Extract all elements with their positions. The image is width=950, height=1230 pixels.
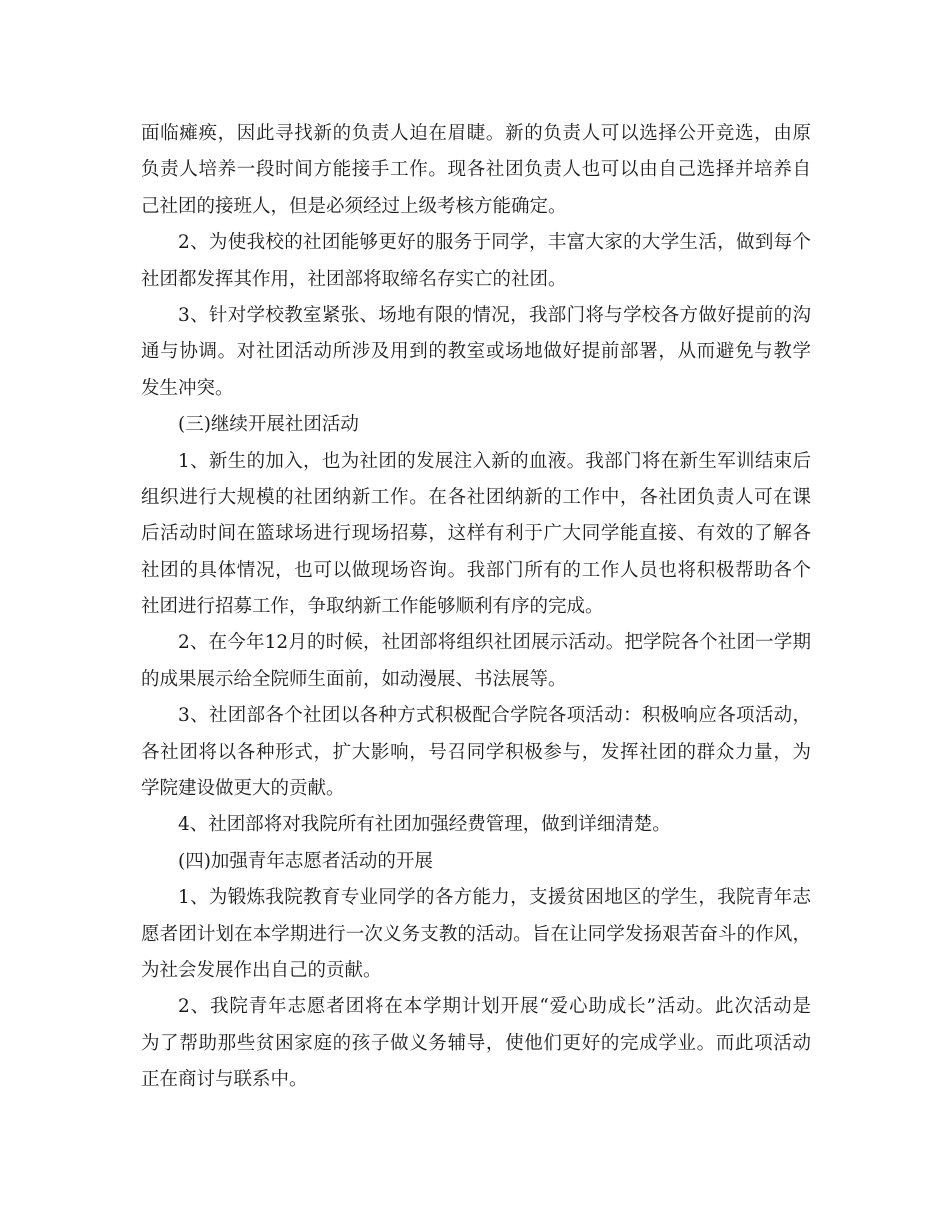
paragraph-line: 的成果展示给全院师生面前，如动漫展、书法展等。 <box>141 668 567 690</box>
paragraph <box>141 225 811 298</box>
paragraph-line: 1、新生的加入，也为社团的发展注入新的血液。我部门将在新生军训结束后 <box>178 450 811 472</box>
section-heading <box>141 407 811 443</box>
paragraph-line: 愿者团计划在本学期进行一次义务支教的活动。旨在让同学发扬艰苦奋斗的作风， <box>141 923 811 945</box>
paragraph-line: 发生冲突。 <box>141 377 234 399</box>
paragraph-line: 2、为使我校的社团能够更好的服务于同学，丰富大家的大学生活，做到每个 <box>178 232 811 254</box>
paragraph-line: 社团的具体情况，也可以做现场咨询。我部门所有的工作人员也将积极帮助各个 <box>141 559 811 581</box>
paragraph-line: 各社团将以各种形式，扩大影响，号召同学积极参与，发挥社团的群众力量，为 <box>141 741 811 763</box>
paragraph-line: 为了帮助那些贫困家庭的孩子做义务辅导，使他们更好的完成学业。而此项活动 <box>141 1032 811 1054</box>
paragraph-line: 正在商讨与联系中。 <box>141 1069 308 1091</box>
paragraph-line: 4、社团部将对我院所有社团加强经费管理，做到详细清楚。 <box>178 814 671 836</box>
section-heading <box>141 844 811 880</box>
paragraph <box>141 698 811 807</box>
section-heading-text: (三)继续开展社团活动 <box>178 414 359 436</box>
paragraph-line: 2、我院青年志愿者团将在本学期计划开展“爱心助成长”活动。此次活动是 <box>178 996 811 1018</box>
paragraph-line: 己社团的接班人，但是必须经过上级考核方能确定。 <box>141 195 567 217</box>
document-body <box>141 116 811 1099</box>
paragraph <box>141 298 811 407</box>
paragraph-line: 组织进行大规模的社团纳新工作。在各社团纳新的工作中，各社团负责人可在课 <box>141 486 811 508</box>
paragraph-line: 1、为锻炼我院教育专业同学的各方能力，支援贫困地区的学生，我院青年志 <box>178 887 811 909</box>
paragraph-line: 社团都发挥其作用，社团部将取缔名存实亡的社团。 <box>141 268 567 290</box>
paragraph-line: 社团进行招募工作，争取纳新工作能够顺利有序的完成。 <box>141 596 604 618</box>
paragraph-line: 3、社团部各个社团以各种方式积极配合学院各项活动：积极响应各项活动， <box>178 705 811 727</box>
paragraph-line: 学院建设做更大的贡献。 <box>141 778 345 800</box>
paragraph-line: 3、针对学校教室紧张、场地有限的情况，我部门将与学校各方做好提前的沟 <box>178 304 811 326</box>
paragraph <box>141 807 811 843</box>
section-heading-text: (四)加强青年志愿者活动的开展 <box>178 850 433 872</box>
paragraph-line: 面临瘫痪，因此寻找新的负责人迫在眉睫。新的负责人可以选择公开竞选，由原 <box>141 123 811 144</box>
paragraph-line: 2、在今年12月的时候，社团部将组织社团展示活动。把学院各个社团一学期 <box>178 632 811 654</box>
paragraph-line: 为社会发展作出自己的贡献。 <box>141 959 382 981</box>
paragraph <box>141 444 811 626</box>
paragraph <box>141 880 811 989</box>
paragraph-line: 通与协调。对社团活动所涉及用到的教室或场地做好提前部署，从而避免与教学 <box>141 341 811 363</box>
paragraph <box>141 625 811 698</box>
paragraph-line: 负责人培养一段时间方能接手工作。现各社团负责人也可以由自己选择并培养自 <box>141 159 811 181</box>
paragraph <box>141 116 811 225</box>
paragraph <box>141 989 811 1098</box>
paragraph-line: 后活动时间在篮球场进行现场招募，这样有利于广大同学能直接、有效的了解各 <box>141 523 811 545</box>
